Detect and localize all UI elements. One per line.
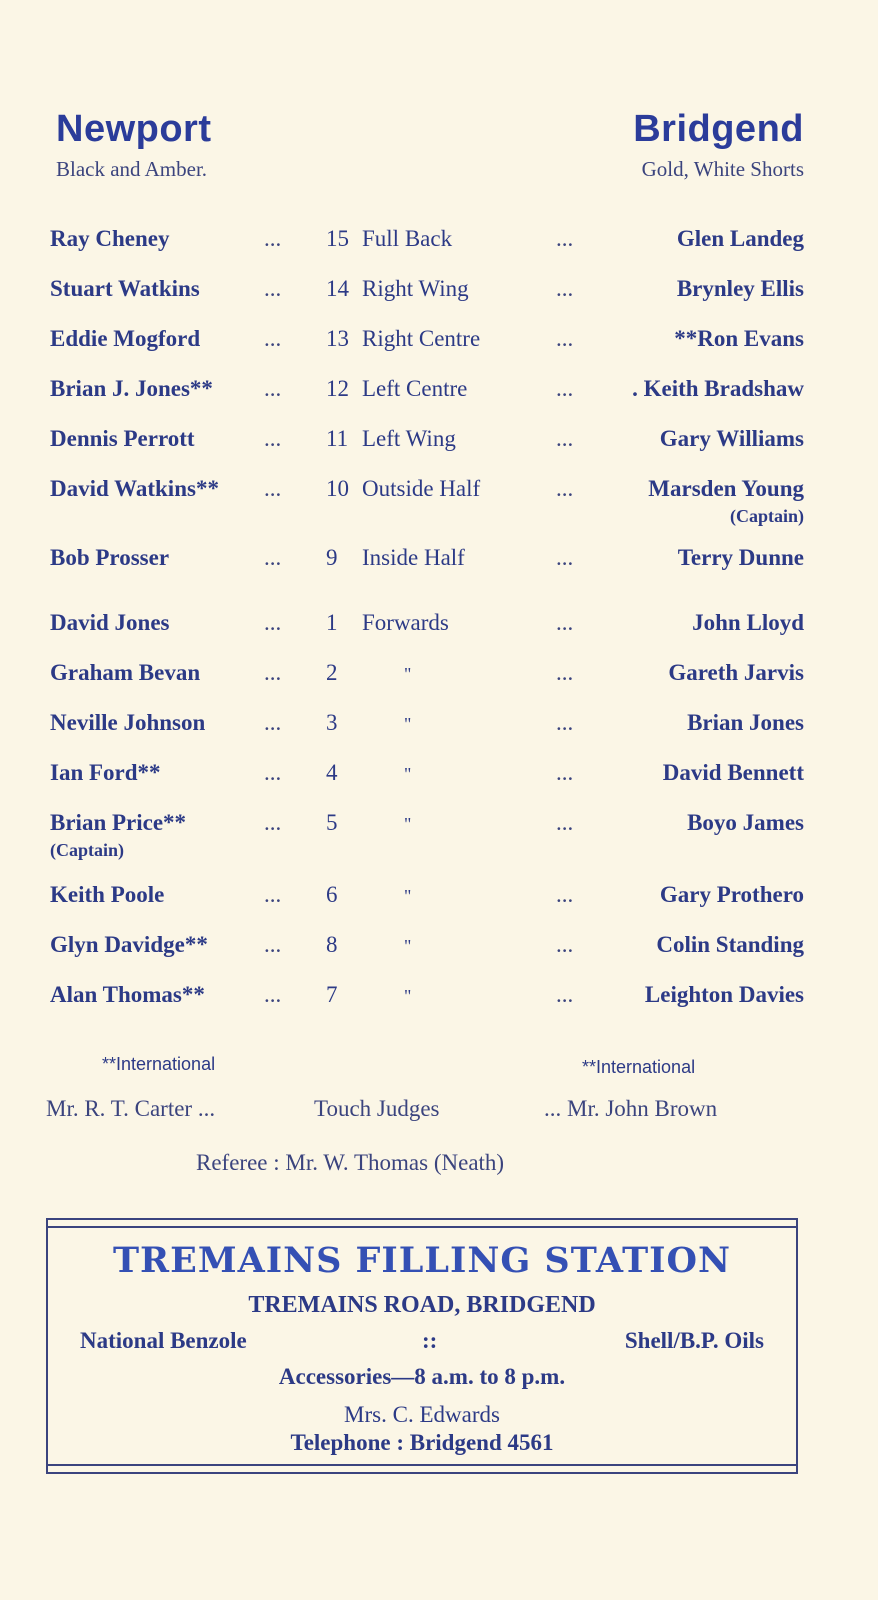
home-player-name: David Jones <box>50 610 170 635</box>
home-player-name: Keith Poole <box>50 882 165 907</box>
position-name: Forwards <box>362 610 449 635</box>
leader-dots: ... <box>556 276 574 301</box>
lineup-row <box>0 476 878 526</box>
lineup-row <box>0 810 878 860</box>
ad-brand-left: National Benzole <box>80 1328 247 1353</box>
leader-dots: ... <box>264 882 282 907</box>
away-player-name: Boyo James <box>687 810 804 835</box>
leader-dots: ... <box>556 326 574 351</box>
leader-dots: ... <box>264 276 282 301</box>
leader-dots: ... <box>264 932 282 957</box>
away-player-name: Brynley Ellis <box>676 276 804 301</box>
position-name: Right Centre <box>362 326 481 351</box>
leader-dots: ... <box>264 660 282 685</box>
leader-dots: ... <box>264 610 282 635</box>
leader-dots: ... <box>556 545 574 570</box>
leader-dots: ... <box>264 476 282 501</box>
leader-dots: ... <box>264 326 282 351</box>
touch-judges-label: Touch Judges <box>314 1096 440 1121</box>
leader-dots: ... <box>264 982 282 1007</box>
away-player-name: Terry Dunne <box>677 545 804 570</box>
home-player-name: Bob Prosser <box>50 545 170 570</box>
position-ditto: " <box>404 664 412 684</box>
home-player-name: Stuart Watkins <box>50 276 200 301</box>
home-team-colours: Black and Amber. <box>56 157 208 181</box>
position-number: 10 <box>326 476 349 501</box>
ad-title: TREMAINS FILLING STATION <box>113 1240 731 1281</box>
away-player-name: Leighton Davies <box>644 982 804 1007</box>
position-name: Full Back <box>362 226 453 251</box>
ad-telephone: Telephone : Bridgend 4561 <box>290 1430 554 1455</box>
lineup-row <box>0 610 878 650</box>
position-ditto: " <box>404 814 412 834</box>
home-captain-note: (Captain) <box>50 840 125 860</box>
leader-dots: ... <box>556 710 574 735</box>
position-number: 15 <box>326 226 349 251</box>
lineup-row <box>0 710 878 750</box>
leader-dots: ... <box>556 760 574 785</box>
leader-dots: ... <box>264 376 282 401</box>
position-name: Outside Half <box>362 476 481 501</box>
home-player-name: Eddie Mogford <box>50 326 201 351</box>
advertisement-box <box>46 1218 798 1474</box>
lineup-row <box>0 932 878 972</box>
position-number: 7 <box>326 982 338 1007</box>
away-international-note: **International <box>582 1057 696 1077</box>
lineup-row <box>0 982 878 1022</box>
home-player-name: Dennis Perrott <box>50 426 195 451</box>
leader-dots: ... <box>556 810 574 835</box>
leader-dots: ... <box>556 660 574 685</box>
away-player-name: Glen Landeg <box>676 226 804 251</box>
away-player-name: John Lloyd <box>692 610 804 635</box>
leader-dots: ... <box>556 426 574 451</box>
leader-dots: ... <box>264 545 282 570</box>
leader-dots: ... <box>556 882 574 907</box>
home-player-name: Brian Price** <box>50 810 187 835</box>
position-number: 14 <box>326 276 349 301</box>
position-name: Left Centre <box>362 376 468 401</box>
away-player-name: Marsden Young <box>648 476 804 501</box>
home-player-name: Glyn Davidge** <box>50 932 208 957</box>
position-number: 1 <box>326 610 338 635</box>
leader-dots: ... <box>556 226 574 251</box>
lineup-row <box>0 226 878 266</box>
away-player-name: Gareth Jarvis <box>668 660 804 685</box>
away-team-colours: Gold, White Shorts <box>641 157 804 181</box>
leader-dots: ... <box>556 476 574 501</box>
home-player-name: Alan Thomas** <box>50 982 205 1007</box>
ad-top-rule <box>46 1218 798 1228</box>
ad-brand-right: Shell/B.P. Oils <box>624 1328 764 1353</box>
position-ditto: " <box>404 764 412 784</box>
home-international-note: **International <box>102 1054 216 1074</box>
away-player-name: Gary Prothero <box>659 882 804 907</box>
position-number: 11 <box>326 426 349 451</box>
position-ditto: " <box>404 886 412 906</box>
away-team-name: Bridgend <box>633 108 804 150</box>
position-number: 8 <box>326 932 338 957</box>
away-player-name: Gary Williams <box>659 426 804 451</box>
position-number: 2 <box>326 660 338 685</box>
away-player-name: Brian Jones <box>687 710 804 735</box>
position-ditto: " <box>404 986 412 1006</box>
home-player-name: David Watkins** <box>50 476 219 501</box>
lineup-row <box>0 760 878 800</box>
away-player-name: David Bennett <box>662 760 804 785</box>
position-number: 12 <box>326 376 349 401</box>
lineup-row <box>0 660 878 700</box>
position-number: 3 <box>326 710 338 735</box>
home-player-name: Brian J. Jones** <box>50 376 213 401</box>
position-number: 6 <box>326 882 338 907</box>
touch-judge-left: Mr. R. T. Carter ... <box>46 1096 216 1121</box>
position-name: Left Wing <box>362 426 456 451</box>
lineup-row <box>0 426 878 466</box>
touch-judge-right: ... Mr. John Brown <box>544 1096 718 1121</box>
position-number: 5 <box>326 810 338 835</box>
away-player-name: Colin Standing <box>656 932 804 957</box>
lineup-row <box>0 276 878 316</box>
leader-dots: ... <box>264 426 282 451</box>
lineup-row <box>0 545 878 585</box>
position-number: 9 <box>326 545 338 570</box>
leader-dots: ... <box>556 932 574 957</box>
ad-proprietor: Mrs. C. Edwards <box>344 1402 500 1427</box>
leader-dots: ... <box>264 760 282 785</box>
home-team-name: Newport <box>56 108 212 150</box>
away-player-name: . Keith Bradshaw <box>632 376 804 401</box>
home-player-name: Graham Bevan <box>50 660 201 685</box>
ad-separator: :: <box>422 1328 438 1353</box>
leader-dots: ... <box>556 610 574 635</box>
position-name: Inside Half <box>362 545 465 570</box>
away-team-header <box>633 108 804 182</box>
position-number: 4 <box>326 760 338 785</box>
leader-dots: ... <box>264 710 282 735</box>
home-player-name: Ian Ford** <box>50 760 161 785</box>
away-captain-note: (Captain) <box>729 506 804 526</box>
home-team-header <box>56 108 212 182</box>
lineup-row <box>0 376 878 416</box>
home-player-name: Ray Cheney <box>50 226 170 251</box>
ad-address: TREMAINS ROAD, BRIDGEND <box>248 1292 596 1318</box>
leader-dots: ... <box>264 810 282 835</box>
lineup-row <box>0 326 878 366</box>
position-number: 13 <box>326 326 349 351</box>
lineup-row <box>0 882 878 922</box>
position-ditto: " <box>404 714 412 734</box>
referee-line: Referee : Mr. W. Thomas (Neath) <box>196 1150 505 1175</box>
ad-accessories: Accessories—8 a.m. to 8 p.m. <box>278 1364 566 1389</box>
leader-dots: ... <box>556 376 574 401</box>
position-name: Right Wing <box>362 276 469 301</box>
leader-dots: ... <box>264 226 282 251</box>
position-ditto: " <box>404 936 412 956</box>
ad-bottom-rule <box>46 1464 798 1474</box>
home-player-name: Neville Johnson <box>50 710 206 735</box>
leader-dots: ... <box>556 982 574 1007</box>
away-player-name: **Ron Evans <box>674 326 804 351</box>
